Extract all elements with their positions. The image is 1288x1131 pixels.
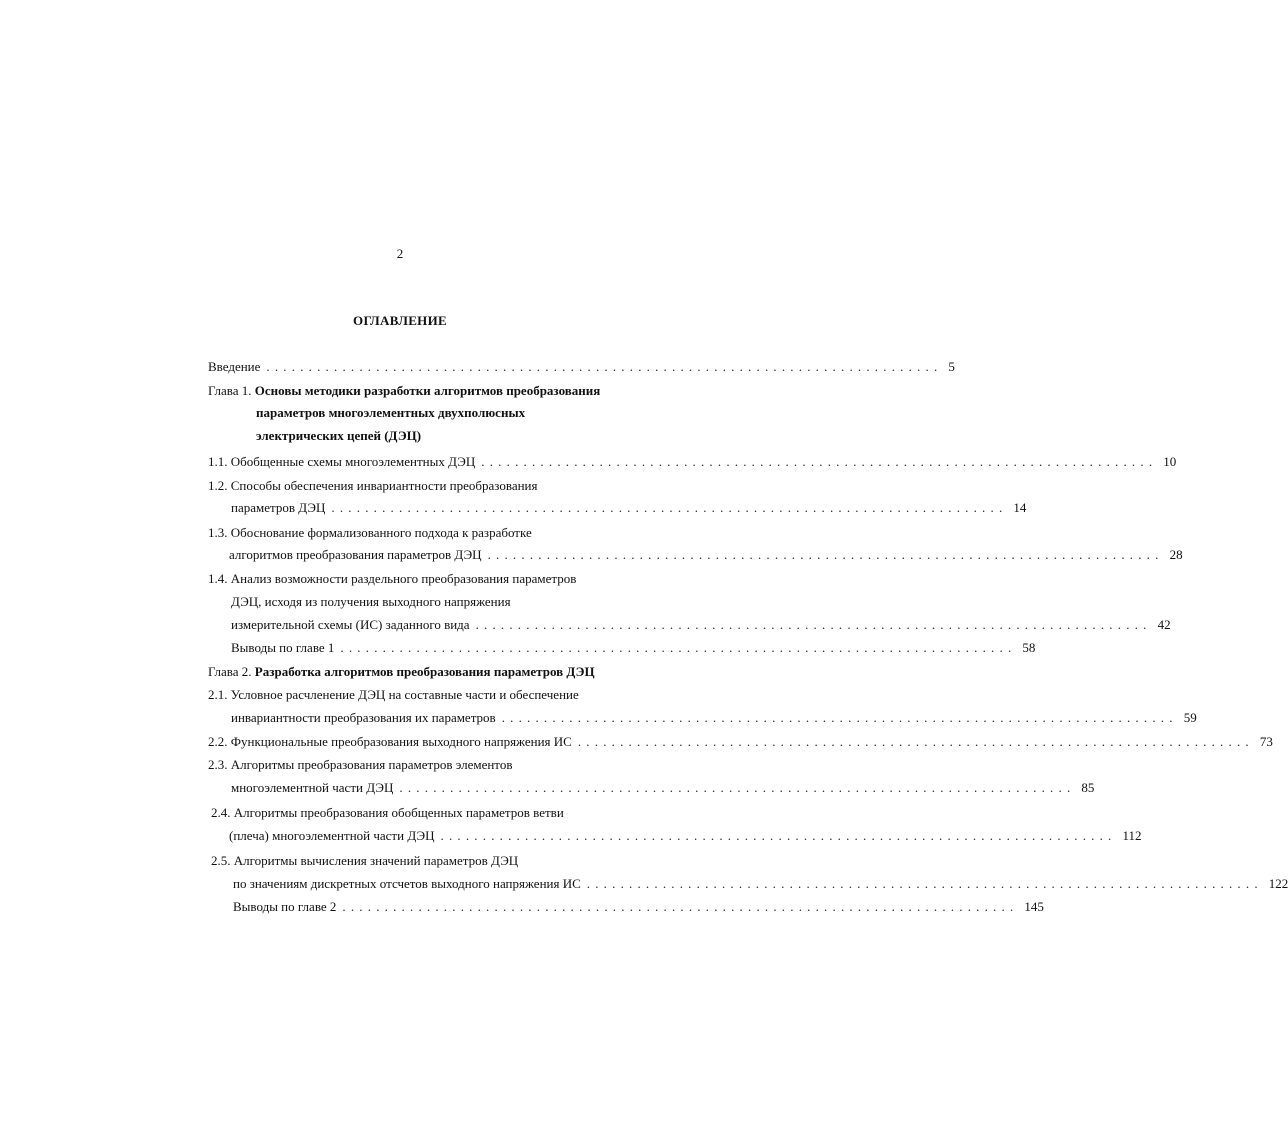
toc-entry-2-4-line-1: 2.4. Алгоритмы преобразования обобщенных параметров ветви <box>211 805 564 820</box>
dot-leader: ................................................................................ <box>340 640 1017 655</box>
toc-page-number: 85 <box>1081 780 1095 795</box>
toc-entry-1-2 <box>231 499 1027 517</box>
toc-entry-2-3 <box>231 779 1095 797</box>
toc-entry-chapter-2-conclusions <box>233 898 1044 916</box>
toc-page-number: 145 <box>1024 899 1044 914</box>
toc-entry-text: 2.2. Функциональные преобразования выходного напряжения ИС <box>208 734 572 749</box>
dot-leader: ................................................................................ <box>399 780 1076 795</box>
toc-entry-2-5 <box>233 875 1288 893</box>
toc-entry-text: (плеча) многоэлементной части ДЭЦ <box>229 828 435 843</box>
dot-leader: ................................................................................ <box>475 617 1152 632</box>
toc-entry-text: инвариантности преобразования их параметров <box>231 710 496 725</box>
toc-entry-1-3-line-1: 1.3. Обоснование формализованного подхода к разработке <box>208 525 532 540</box>
toc-page-number: 42 <box>1157 617 1171 632</box>
toc-entry-text: Выводы по главе 1 <box>231 640 335 655</box>
toc-entry-text: многоэлементной части ДЭЦ <box>231 780 394 795</box>
page-number: 2 <box>396 246 404 261</box>
toc-entry-2-3-line-1: 2.3. Алгоритмы преобразования параметров элементов <box>208 757 513 772</box>
toc-entry-1-4-line-1: 1.4. Анализ возможности раздельного преобразования параметров <box>208 571 577 586</box>
chapter-prefix: Глава 2. <box>208 664 255 679</box>
chapter-title-line: параметров многоэлементных двухполюсных <box>256 405 526 420</box>
toc-entry-chapter-1-conclusions <box>231 639 1036 657</box>
toc-page-number: 59 <box>1183 710 1197 725</box>
chapter-title-line: Основы методики разработки алгоритмов преобразования <box>254 383 601 398</box>
toc-entry-text: параметров ДЭЦ <box>231 500 326 515</box>
toc-entry-introduction <box>208 358 955 376</box>
toc-page-number: 73 <box>1259 734 1273 749</box>
toc-entry-text: Введение <box>208 359 261 374</box>
toc-page-number: 14 <box>1013 500 1027 515</box>
toc-heading: ОГЛАВЛЕНИЕ <box>353 313 447 328</box>
dot-leader: ................................................................................ <box>487 547 1164 562</box>
toc-entry-1-3 <box>229 546 1183 564</box>
toc-entry-text: алгоритмов преобразования параметров ДЭЦ <box>229 547 482 562</box>
dot-leader: ................................................................................ <box>266 359 943 374</box>
dot-leader: ................................................................................ <box>501 710 1178 725</box>
chapter-title-line: Разработка алгоритмов преобразования параметров ДЭЦ <box>254 664 595 679</box>
toc-entry-text: измерительной схемы (ИС) заданного вида <box>231 617 470 632</box>
toc-page-number: 10 <box>1163 454 1177 469</box>
toc-entry-text: Выводы по главе 2 <box>233 899 337 914</box>
toc-entry-2-1 <box>231 709 1197 727</box>
chapter-title-line: электрических цепей (ДЭЦ) <box>256 428 422 443</box>
toc-entry-2-2 <box>208 733 1273 751</box>
chapter-prefix: Глава 1. <box>208 383 255 398</box>
toc-chapter-2-title <box>208 663 595 681</box>
toc-entry-text: 1.1. Обобщенные схемы многоэлементных ДЭЦ <box>208 454 476 469</box>
toc-entry-1-4 <box>231 616 1171 634</box>
toc-entry-text: по значениям дискретных отсчетов выходного напряжения ИС <box>233 876 581 891</box>
toc-entry-1-1 <box>208 453 1177 471</box>
toc-page-number: 28 <box>1169 547 1183 562</box>
dot-leader: ................................................................................ <box>440 828 1117 843</box>
dot-leader: ................................................................................ <box>577 734 1254 749</box>
toc-page-number: 5 <box>948 359 955 374</box>
toc-entry-1-4-line-2: ДЭЦ, исходя из получения выходного напряжения <box>231 594 511 609</box>
toc-chapter-1-title <box>208 382 600 400</box>
toc-page-number: 112 <box>1122 828 1142 843</box>
toc-entry-2-1-line-1: 2.1. Условное расчленение ДЭЦ на составные части и обеспечение <box>208 687 579 702</box>
toc-entry-1-2-line-1: 1.2. Способы обеспечения инвариантности преобразования <box>208 478 538 493</box>
toc-page-number: 58 <box>1022 640 1036 655</box>
toc-page-number: 122 <box>1268 876 1288 891</box>
toc-entry-2-5-line-1: 2.5. Алгоритмы вычисления значений параметров ДЭЦ <box>211 853 519 868</box>
dot-leader: ................................................................................ <box>481 454 1158 469</box>
dot-leader: ................................................................................ <box>331 500 1008 515</box>
dot-leader: ................................................................................ <box>586 876 1263 891</box>
toc-entry-2-4 <box>229 827 1142 845</box>
dot-leader: ................................................................................ <box>342 899 1019 914</box>
